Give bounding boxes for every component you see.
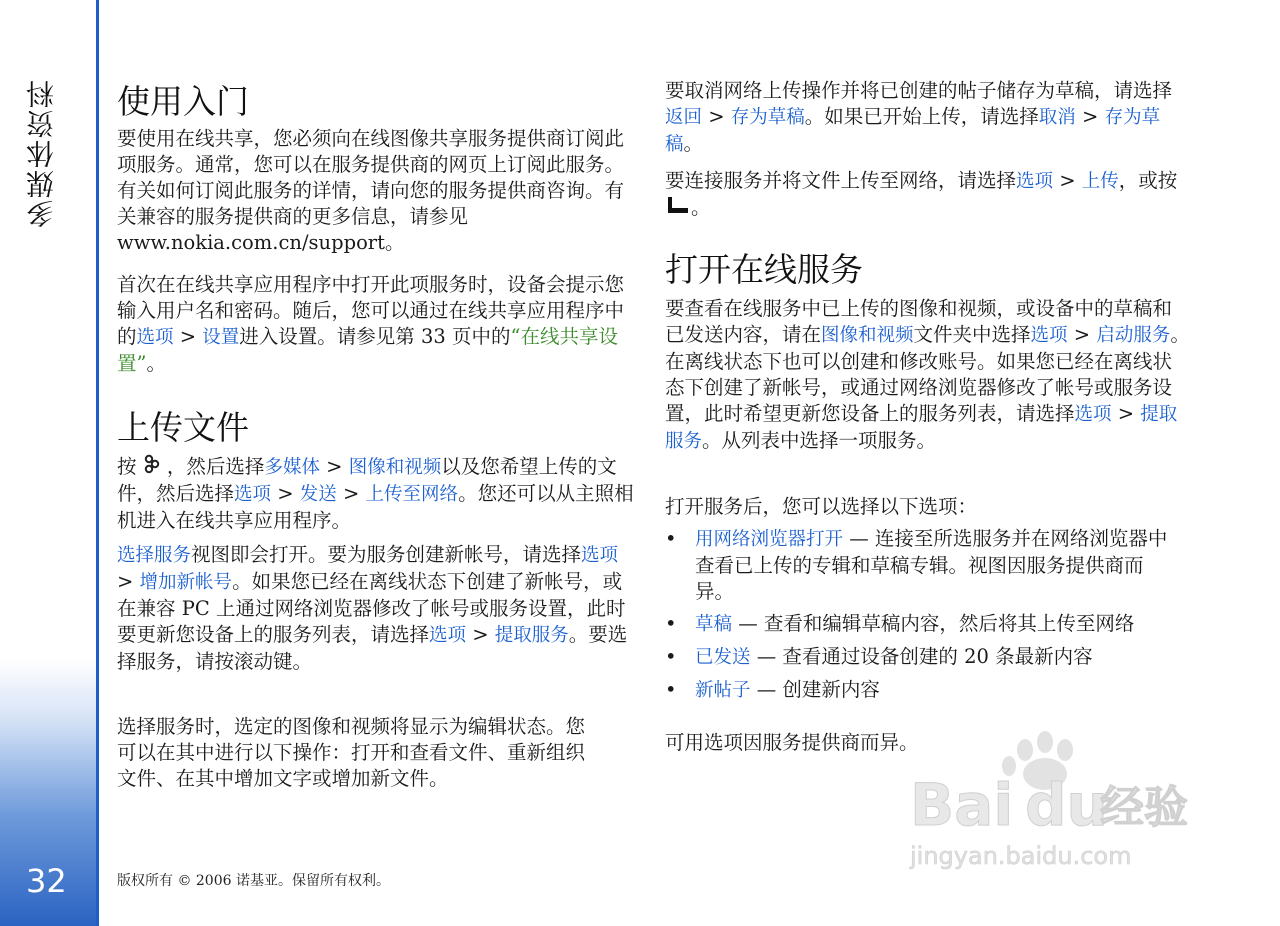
link-upload[interactable]: 上传 — [1081, 171, 1119, 192]
paragraph-connect: 要连接服务并将文件上传至网络，请选择选项 > 上传，或按 。 — [665, 168, 1190, 222]
link-add-new-account[interactable]: 增加新帐号 — [139, 572, 233, 593]
list-item: • 已发送 — 查看通过设备创建的 20 条最新内容 — [665, 644, 1175, 671]
menu-key-icon — [143, 454, 161, 481]
copyright-footer: 版权所有 © 2006 诺基亚。保留所有权利。 — [117, 873, 390, 889]
option-open-in-browser[interactable]: 用网络浏览器打开 — [695, 529, 844, 550]
link-save-draft[interactable]: 存为草稿 — [730, 107, 805, 128]
heading-open-online-service: 打开在线服务 — [665, 250, 863, 289]
svg-text:经验: 经验 — [1100, 782, 1188, 833]
link-options[interactable]: 选项 — [581, 545, 619, 566]
link-select-service[interactable]: 选择服务 — [117, 545, 192, 566]
paragraph-options-vary: 可用选项因服务提供商而异。 — [665, 731, 919, 754]
paragraph-select-service: 选择服务视图即会打开。要为服务创建新帐号，请选择选项 > 增加新帐号。如果您已经在离线状态下创建了新帐号，或在兼容 PC 上通过网络浏览器修改了帐号或服务设置，此时要更新您设备上的服务列表，请选择选项 > 提取服务。要选择服务，请按滚动键。 — [117, 543, 628, 673]
xref-online-share-settings[interactable]: “在线共享设置” — [117, 325, 618, 375]
link-options[interactable]: 选项 — [1030, 325, 1068, 346]
link-upload-to-web[interactable]: 上传至网络 — [365, 484, 459, 505]
sidebar-divider — [96, 0, 99, 926]
link-start-service[interactable]: 启动服务 — [1096, 325, 1171, 346]
option-drafts[interactable]: 草稿 — [695, 614, 733, 635]
link-settings[interactable]: 设置 — [202, 327, 240, 348]
list-item: • 草稿 — 查看和编辑草稿内容，然后将其上传至网络 — [665, 611, 1175, 638]
link-back[interactable]: 返回 — [665, 107, 703, 128]
section-label: 多媒体资料 — [25, 78, 58, 228]
option-sent[interactable]: 已发送 — [695, 647, 751, 668]
paragraph-open-service: 要查看在线服务中已上传的图像和视频，或设备中的草稿和已发送内容，请在图像和视频文件夹中选择选项 > 启动服务。在离线状态下也可以创建和修改账号。如果您已经在离线状态下创建了新帐号，或通过网络浏览器修改了帐号或服务设置，此时希望更新您设备上的服务列表，请选择选项 > 提取服务。从列表中选择一项服务。 — [665, 297, 1190, 452]
options-list — [665, 526, 1175, 710]
paragraph-upload: 按 ，然后选择多媒体 > 图像和视频以及您希望上传的文件，然后选择选项 > 发送 > 上传至网络。您还可以从主照相机进入在线共享应用程序。 — [117, 455, 634, 532]
link-send[interactable]: 发送 — [299, 484, 337, 505]
sidebar — [0, 0, 98, 926]
heading-upload-files: 上传文件 — [117, 408, 249, 447]
paragraph-after-open: 打开服务后，您可以选择以下选项： — [665, 495, 978, 518]
link-options[interactable]: 选项 — [234, 484, 272, 505]
link-images-videos[interactable]: 图像和视频 — [348, 457, 442, 478]
list-item: • 用网络浏览器打开 — 连接至所选服务并在网络浏览器中查看已上传的专辑和草稿专辑。视图因服务提供商而异。 — [665, 526, 1175, 605]
svg-text:jingyan.baidu.com: jingyan.baidu.com — [910, 842, 1132, 870]
svg-text:du: du — [1025, 771, 1108, 839]
link-options[interactable]: 选项 — [1074, 404, 1112, 425]
page-number: 32 — [26, 862, 67, 900]
call-key-icon — [665, 195, 691, 222]
svg-text:Bai: Bai — [910, 771, 1014, 839]
list-item: • 新帖子 — 创建新内容 — [665, 677, 1175, 704]
link-cancel[interactable]: 取消 — [1038, 107, 1076, 128]
link-multimedia[interactable]: 多媒体 — [264, 457, 320, 478]
link-options[interactable]: 选项 — [136, 327, 174, 348]
paragraph-subscribe: 要使用在线共享，您必须向在线图像共享服务提供商订阅此项服务。通常，您可以在服务提供商的网页上订阅此服务。有关如何订阅此服务的详情，请向您的服务提供商咨询。有关兼容的服务提供商的更多信息，请参见 www.nokia.com.cn/support。 — [117, 127, 625, 254]
heading-getting-started: 使用入门 — [117, 82, 249, 121]
link-images-videos[interactable]: 图像和视频 — [821, 325, 914, 346]
paragraph-cancel-upload: 要取消网络上传操作并将已创建的帖子储存为草稿，请选择返回 > 存为草稿。如果已开始上传，请选择取消 > 存为草稿。 — [665, 79, 1173, 155]
baidu-watermark — [905, 730, 1205, 880]
link-retrieve-services[interactable]: 提取服务 — [665, 404, 1178, 452]
link-options[interactable]: 选项 — [1016, 171, 1054, 192]
link-retrieve-services[interactable]: 提取服务 — [494, 625, 569, 646]
link-options[interactable]: 选项 — [429, 625, 467, 646]
option-new-post[interactable]: 新帖子 — [695, 680, 751, 701]
paragraph-first-open: 首次在在线共享应用程序中打开此项服务时，设备会提示您输入用户名和密码。随后，您可以通过在线共享应用程序中的选项 > 设置进入设置。请参见第 33 页中的“在线共享设置”。 — [117, 273, 625, 375]
paragraph-edit-state: 选择服务时，选定的图像和视频将显示为编辑状态。您可以在其中进行以下操作：打开和查看文件、重新组织文件、在其中增加文字或增加新文件。 — [117, 715, 586, 790]
link-save-draft[interactable]: 存为草稿 — [665, 107, 1161, 155]
